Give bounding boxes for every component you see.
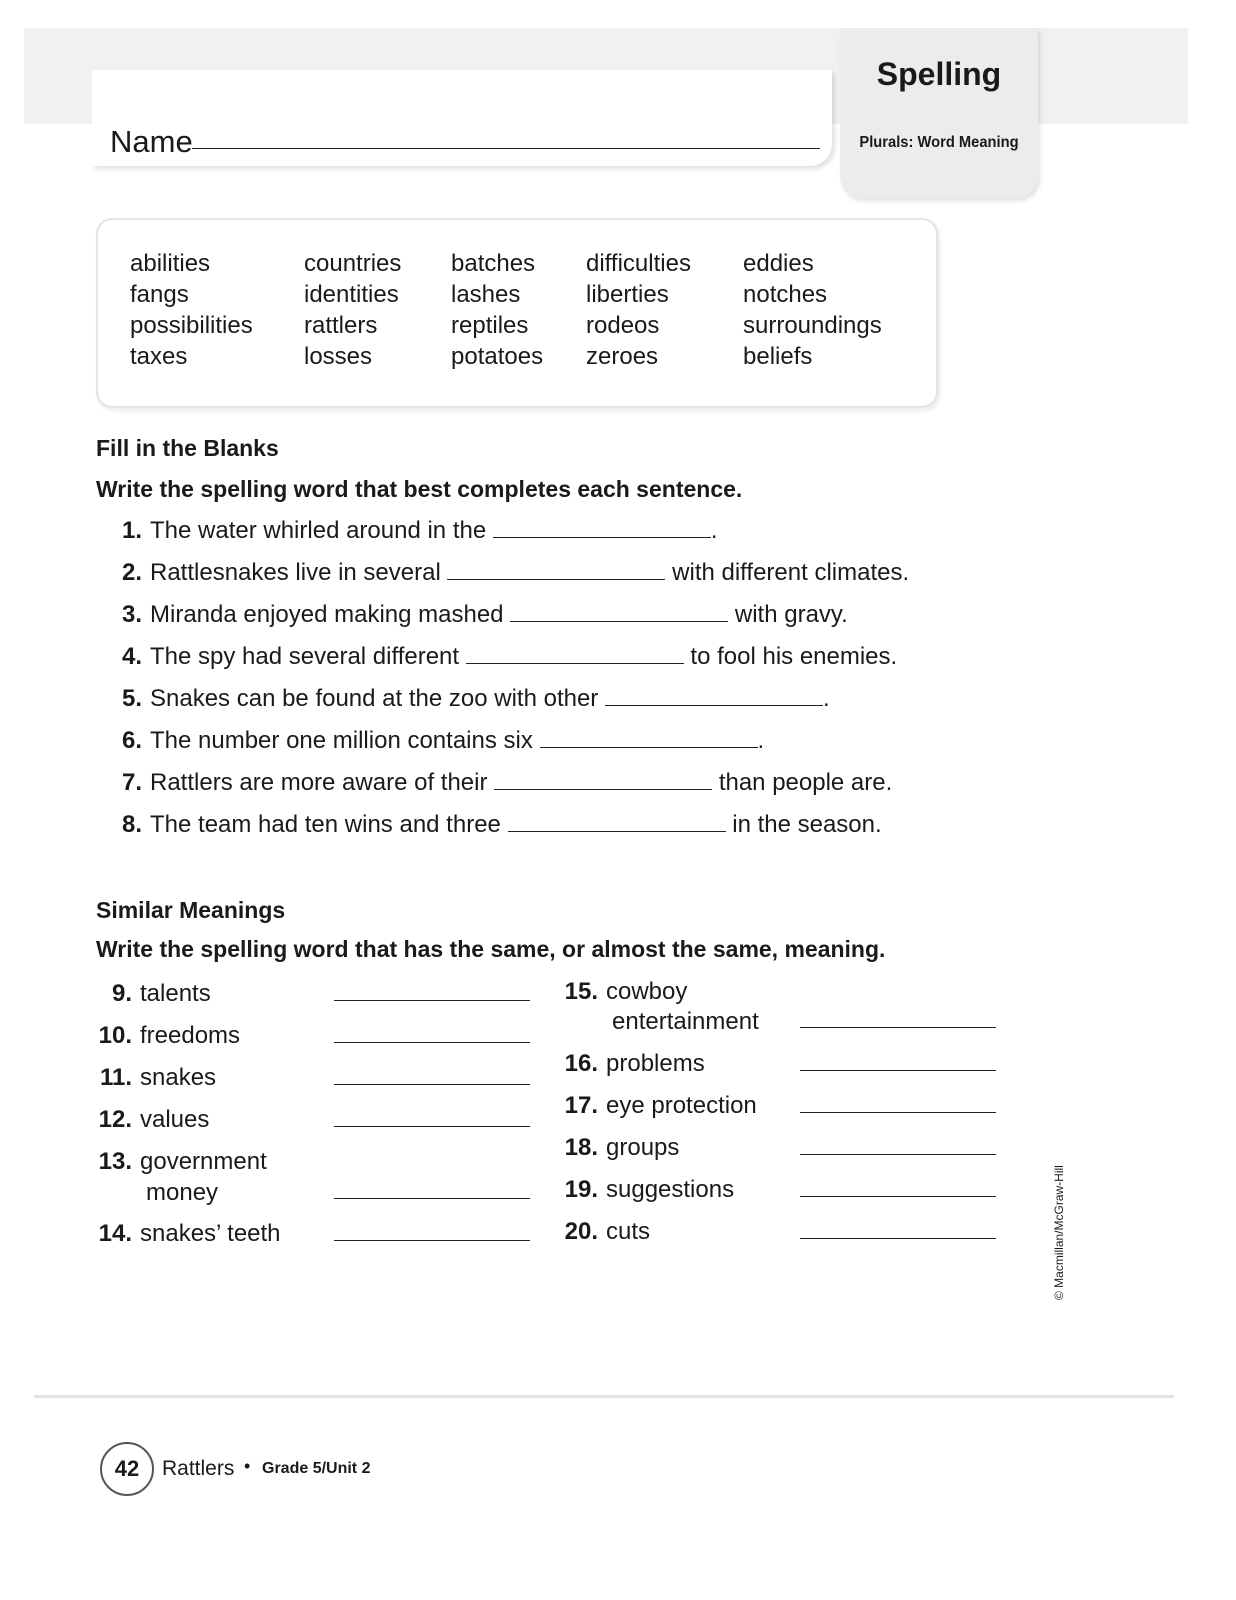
footer-grade: Grade 5/Unit 2 <box>262 1460 371 1477</box>
item-number: 19. <box>564 1176 598 1203</box>
footer-title: Rattlers <box>162 1457 235 1480</box>
item-word: eye protection <box>606 1092 757 1119</box>
spelling-tab <box>840 28 1038 198</box>
answer-line[interactable] <box>800 1070 996 1071</box>
fill-blanks-heading: Fill in the Blanks <box>96 435 279 461</box>
similar-item-20 <box>560 1218 650 1246</box>
answer-line[interactable] <box>334 1084 530 1085</box>
item-number: 7. <box>121 769 142 796</box>
sentence-text: The spy had several different <box>150 643 460 670</box>
name-label: Name <box>110 124 193 159</box>
similar-item-13 <box>94 1148 267 1176</box>
word: potatoes <box>451 343 544 370</box>
sentence-2 <box>106 559 909 587</box>
sentence-end: . <box>757 727 765 754</box>
similar-instruction: Write the spelling word that has the same, or almost the same, meaning. <box>96 936 886 962</box>
word: reptiles <box>451 312 529 339</box>
footer-divider <box>34 1395 1174 1398</box>
page-number: 42 <box>100 1442 154 1496</box>
sentence-text: The team had ten wins and three <box>150 811 501 838</box>
similar-item-18 <box>560 1134 679 1162</box>
word: difficulties <box>586 250 691 277</box>
item-number: 20. <box>564 1218 598 1245</box>
similar-item-12 <box>94 1106 209 1134</box>
item-word: snakes <box>140 1064 217 1091</box>
sentence-7 <box>106 769 892 797</box>
item-number: 18. <box>564 1134 598 1161</box>
answer-line[interactable] <box>800 1154 996 1155</box>
similar-item-11 <box>94 1064 216 1092</box>
sentence-end: to fool his enemies. <box>690 643 898 670</box>
word: identities <box>304 281 399 308</box>
answer-blank[interactable] <box>466 645 684 664</box>
answer-line[interactable] <box>334 1000 530 1001</box>
item-number: 4. <box>121 643 142 670</box>
item-number: 5. <box>121 685 142 712</box>
answer-line[interactable] <box>800 1027 996 1028</box>
sentence-end: than people are. <box>718 769 893 796</box>
word: beliefs <box>743 343 813 370</box>
item-number: 2. <box>121 559 142 586</box>
word: eddies <box>743 250 814 277</box>
answer-line[interactable] <box>800 1238 996 1239</box>
similar-item-14 <box>94 1220 281 1248</box>
fill-blanks-instruction: Write the spelling word that best completes each sentence. <box>96 476 743 502</box>
item-word: talents <box>140 980 211 1007</box>
word: rodeos <box>586 312 660 339</box>
answer-blank[interactable] <box>493 519 711 538</box>
item-number: 11. <box>99 1064 132 1091</box>
word-column-2 <box>304 248 401 372</box>
answer-blank[interactable] <box>494 771 712 790</box>
word: surroundings <box>743 312 882 339</box>
word: zeroes <box>586 343 659 370</box>
similar-item-17 <box>560 1092 757 1120</box>
item-number: 3. <box>121 601 142 628</box>
item-word: freedoms <box>140 1022 241 1049</box>
answer-blank[interactable] <box>605 687 823 706</box>
item-word: suggestions <box>606 1176 735 1203</box>
item-number: 17. <box>564 1092 598 1119</box>
similar-heading: Similar Meanings <box>96 897 286 923</box>
item-word: government <box>140 1148 267 1175</box>
answer-blank[interactable] <box>508 813 726 832</box>
item-number: 8. <box>121 811 142 838</box>
sentence-end: . <box>822 685 830 712</box>
answer-line[interactable] <box>334 1042 530 1043</box>
item-word: snakes’ teeth <box>140 1220 281 1247</box>
word: fangs <box>130 281 189 308</box>
item-number: 9. <box>111 980 132 1007</box>
item-number: 10. <box>98 1022 132 1049</box>
sentence-6 <box>106 727 764 755</box>
word: abilities <box>130 250 211 277</box>
item-number: 16. <box>564 1050 598 1077</box>
item-number: 6. <box>121 727 142 754</box>
answer-line[interactable] <box>334 1198 530 1199</box>
sentence-5 <box>106 685 830 713</box>
word: liberties <box>586 281 669 308</box>
word: countries <box>304 250 402 277</box>
similar-item-15 <box>560 978 687 1006</box>
similar-item-9 <box>94 980 211 1008</box>
sentence-text: Miranda enjoyed making mashed <box>150 601 504 628</box>
word: batches <box>451 250 536 277</box>
answer-blank[interactable] <box>510 603 728 622</box>
footer-bullet: • <box>244 1456 251 1476</box>
sentence-text: The water whirled around in the <box>150 517 487 544</box>
sentence-end: in the season. <box>732 811 882 838</box>
word-column-3 <box>451 248 543 372</box>
answer-line[interactable] <box>334 1126 530 1127</box>
page-title: Spelling <box>876 56 1002 92</box>
name-input-line[interactable] <box>192 148 820 149</box>
sentence-3 <box>106 601 848 629</box>
similar-item-16 <box>560 1050 705 1078</box>
similar-item-10 <box>94 1022 240 1050</box>
sentence-text: The number one million contains six <box>150 727 533 754</box>
word: losses <box>304 343 373 370</box>
word-column-1 <box>130 248 253 372</box>
word: rattlers <box>304 312 378 339</box>
item-word-cont: entertainment <box>612 1008 759 1035</box>
item-word: cowboy <box>606 978 688 1005</box>
item-number: 15. <box>564 978 598 1005</box>
similar-item-13-line2 <box>146 1179 218 1207</box>
sentence-4 <box>106 643 897 671</box>
item-number: 13. <box>98 1148 132 1175</box>
word-column-4 <box>586 248 691 372</box>
item-word: values <box>140 1106 210 1133</box>
copyright-notice: © Macmillan/McGraw-Hill <box>1052 1165 1066 1300</box>
answer-line[interactable] <box>800 1196 996 1197</box>
sentence-end: with different climates. <box>672 559 910 586</box>
sentence-text: Rattlesnakes live in several <box>150 559 441 586</box>
item-word: problems <box>606 1050 705 1077</box>
answer-blank[interactable] <box>447 561 665 580</box>
sentence-text: Rattlers are more aware of their <box>150 769 488 796</box>
sentence-8 <box>106 811 882 839</box>
similar-item-19 <box>560 1176 734 1204</box>
similar-item-15-line2 <box>612 1008 759 1036</box>
word-column-5 <box>743 248 882 372</box>
name-card <box>92 70 832 166</box>
item-number: 14. <box>98 1220 132 1247</box>
sentence-end: . <box>710 517 718 544</box>
sentence-end: with gravy. <box>734 601 848 628</box>
sentence-1 <box>106 517 718 545</box>
word: taxes <box>130 343 188 370</box>
word: lashes <box>451 281 521 308</box>
item-word-cont: money <box>146 1179 219 1206</box>
answer-line[interactable] <box>334 1240 530 1241</box>
page-subtitle: Plurals: Word Meaning <box>859 134 1019 151</box>
sentence-text: Snakes can be found at the zoo with other <box>150 685 599 712</box>
word: possibilities <box>130 312 253 339</box>
answer-line[interactable] <box>800 1112 996 1113</box>
item-number: 1. <box>121 517 142 544</box>
item-word: cuts <box>606 1218 651 1245</box>
item-number: 12. <box>98 1106 132 1133</box>
item-word: groups <box>606 1134 680 1161</box>
word: notches <box>743 281 828 308</box>
answer-blank[interactable] <box>540 729 758 748</box>
